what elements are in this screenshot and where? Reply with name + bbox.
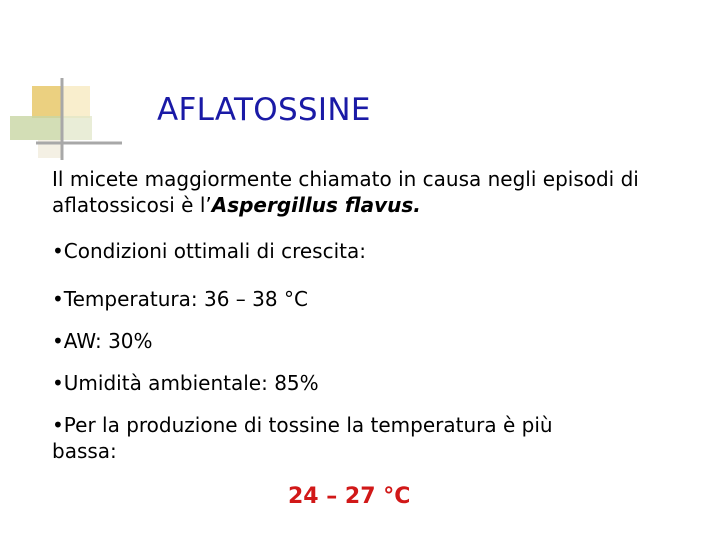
bullet-growth-conditions: •Condizioni ottimali di crescita:	[52, 239, 366, 263]
bullet-toxin-production: •Per la produzione di tossine la temperatura è più bassa:	[52, 413, 553, 463]
highlight-temperature-range: 24 – 27 °C	[288, 484, 411, 509]
bullet-temperature: •Temperatura: 36 – 38 °C	[52, 287, 308, 311]
slide-title: AFLATOSSINE	[157, 92, 371, 128]
intro-paragraph	[52, 166, 692, 218]
decorative-corner-graphic	[0, 0, 130, 170]
bullet-humidity: •Umidità ambientale: 85%	[52, 371, 319, 395]
bullet-aw: •AW: 30%	[52, 329, 153, 353]
intro-emphasis: Aspergillus flavus.	[211, 193, 421, 217]
intro-text: Il micete maggiormente chiamato in causa negli episodi di aflatossicosi è l’	[52, 167, 639, 217]
